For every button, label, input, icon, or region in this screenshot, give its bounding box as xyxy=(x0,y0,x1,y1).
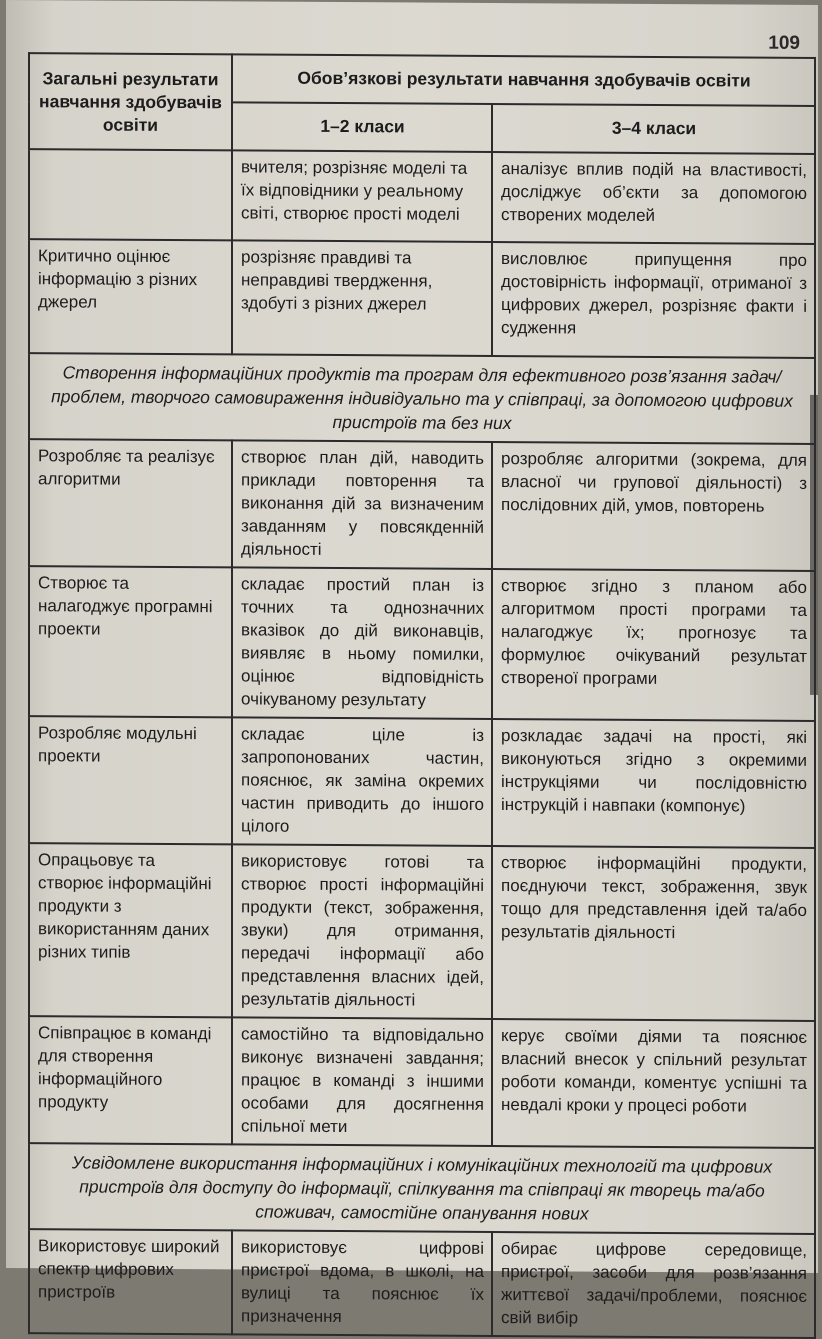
table-row xyxy=(29,716,815,848)
grades-1-2-cell: використовує цифрові пристрої вдома, в школі, на вулиці та пояснює їх призначення xyxy=(232,1230,492,1336)
grades-3-4-cell: керує своїми діями та пояснює власний внесок у спільний результат роботи команди, коментує успішні та невдалі кроки у процесі роботи xyxy=(492,1019,815,1148)
table-row xyxy=(29,149,815,244)
general-result-cell: Розробляє та реалізує алгоритми xyxy=(29,439,232,567)
grades-3-4-cell: розкладає задачі на прості, які виконуються згідно з окремими інструкціями чи послідовністю інструкцій і навпаки (компонує) xyxy=(492,719,815,848)
header-grades-3-4: 3–4 класи xyxy=(492,104,815,154)
section-header-row xyxy=(29,1143,815,1234)
table-row xyxy=(29,239,815,358)
general-result-cell: Співпрацює в команді для створення інформаційного продукту xyxy=(29,1016,232,1144)
header-grades-1-2: 1–2 класи xyxy=(232,102,492,152)
table-row xyxy=(29,1229,815,1338)
grades-3-4-cell: створює інформаційні продукти, поєднуючи текст, зображення, звук тощо для представлення ідей та/або результатів діяльності xyxy=(492,846,815,1021)
header-row xyxy=(29,53,815,106)
general-result-cell: Створює та налагоджує програмні проекти xyxy=(29,566,232,717)
grades-3-4-cell: аналізує вплив подій на властивості, досліджує об’єкти за допомогою створених моделей xyxy=(492,152,815,244)
grades-3-4-cell: висловлює припущення про достовірність інформації, отриманої з цифрових джерел, розрізняє факти і судження xyxy=(492,242,815,358)
table-row xyxy=(29,566,815,721)
learning-outcomes-table xyxy=(28,52,816,1339)
grades-3-4-cell: розробляє алгоритми (зокрема, для власної чи групової діяльності) з послідовних дій, умов, повторень xyxy=(492,442,815,571)
section-header-row xyxy=(29,353,815,444)
section-title: Створення інформаційних продуктів та програм для ефективного розв’язання задач/проблем, творчого самовираження індивідуально та у співпраці, за допомогою цифрових пристроїв та без них xyxy=(29,353,815,444)
book-page xyxy=(6,0,818,1328)
general-result-cell: Опрацьовує та створює інформаційні продукти з використанням даних різних типів xyxy=(29,843,232,1017)
header-general-results: Загальні результати навчання здобувачів освіти xyxy=(29,53,232,150)
general-result-cell: Розробляє модульні проекти xyxy=(29,716,232,844)
page-number: 109 xyxy=(768,32,800,54)
grades-1-2-cell: вчителя; розрізняє моделі та їх відповідники у реальному світі, створює прості моделі xyxy=(232,150,492,242)
section-title: Усвідомлене використання інформаційних і комунікаційних технологій та цифрових пристроїв для доступу до інформації, спілкування та співпраці як творець та/або споживач, самостійне опанування нових xyxy=(29,1143,815,1234)
grades-1-2-cell: складає ціле із запропонованих частин, пояснює, як заміна окремих частин приводить до іншого цілого xyxy=(232,717,492,846)
general-result-cell xyxy=(29,149,232,240)
table-row xyxy=(29,1016,815,1148)
grades-1-2-cell: використовує готові та створює прості інформаційні продукти (текст, зображення, звуки) для отримання, передачі інформації або представлення власних ідей, результатів діяльності xyxy=(232,844,492,1019)
table-row xyxy=(29,843,815,1021)
grades-1-2-cell: складає простий план із точних та однозначних вказівок до дій виконавців, виявляє в ньому помилки, оцінює відповідність очікуваному результату xyxy=(232,567,492,719)
table-row xyxy=(29,439,815,571)
grades-1-2-cell: самостійно та відповідально виконує визначені завдання; працює в команді з іншими особами для досягнення спільної мети xyxy=(232,1017,492,1146)
grades-3-4-cell: створює згідно з планом або алгоритмом прості програми та налагоджує їх; прогнозує та формулює очікуваний результат створеної програми xyxy=(492,569,815,721)
header-mandatory-results: Обов’язкові результати навчання здобувачів освіти xyxy=(232,54,815,106)
grades-1-2-cell: створює план дій, наводить приклади повторення та виконання дій за визначеним завданням у повсякденній діяльності xyxy=(232,440,492,569)
general-result-cell: Використовує широкий спектр цифрових пристроїв xyxy=(29,1229,232,1334)
general-result-cell: Критично оцінює інформацію з різних джерел xyxy=(29,239,232,354)
grades-3-4-cell: обирає цифрове середовище, пристрої, засоби для розв’язання життєвої задачі/проблеми, пояснює свій вибір xyxy=(492,1232,815,1338)
grades-1-2-cell: розрізняє правдиві та неправдиві твердження, здобуті з різних джерел xyxy=(232,240,492,356)
